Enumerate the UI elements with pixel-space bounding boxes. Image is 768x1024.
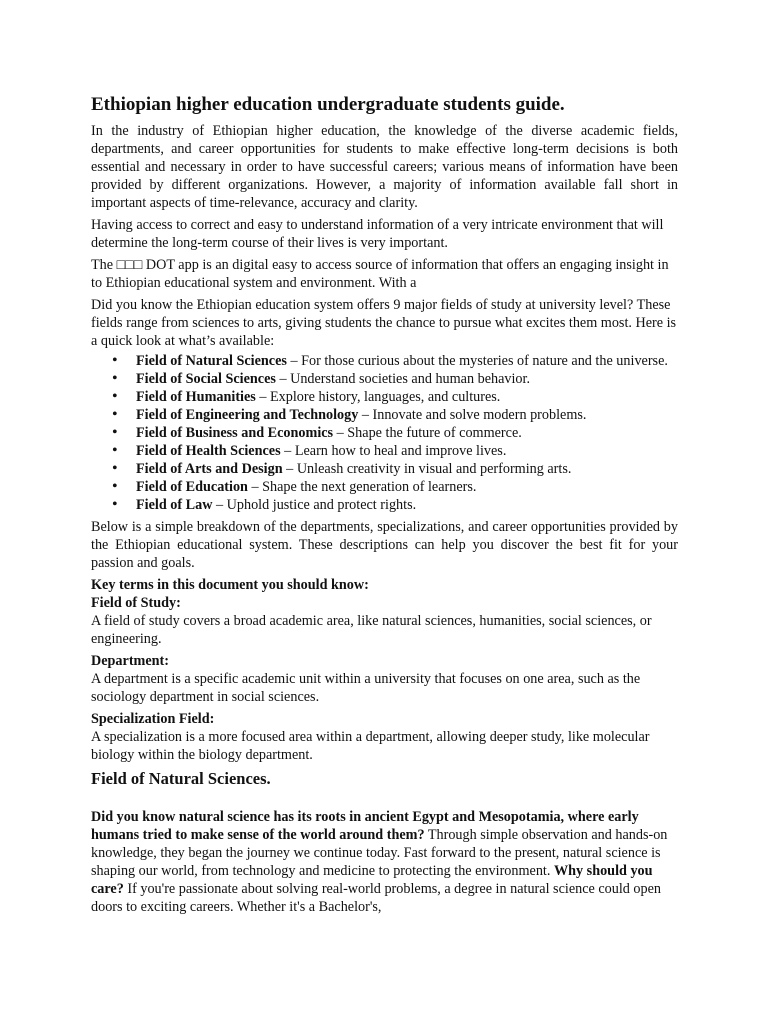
term-title: Specialization Field: bbox=[91, 711, 215, 727]
field-desc: – For those curious about the mysteries of nature and the universe. bbox=[286, 353, 668, 369]
list-item bbox=[136, 496, 678, 514]
intro-paragraph-2: Having access to correct and easy to understand information of a very intricate environment that will determine the long-term course of their lives is very important. bbox=[91, 217, 664, 251]
list-item bbox=[136, 388, 678, 406]
list-item bbox=[136, 478, 678, 496]
field-name: Field of Engineering and Technology bbox=[136, 407, 359, 423]
term-title: Field of Study: bbox=[91, 595, 181, 611]
body-text: Through simple observation and hands-on knowledge, they began the journey we continue today. Fast forward to the present, natural science is shaping our world, from technology and medicine to protecting the environment. bbox=[91, 827, 668, 879]
list-item bbox=[136, 406, 678, 424]
list-item bbox=[136, 370, 678, 388]
field-desc: – Understand societies and human behavior. bbox=[275, 371, 531, 387]
list-item bbox=[136, 352, 678, 370]
question-highlight: Why should you care? bbox=[91, 863, 653, 897]
intro-paragraph-1: In the industry of Ethiopian higher education, the knowledge of the diverse academic fields, departments, and career opportunities for students to make effective long-term decisions is both essential and necessary in order to have successful careers; various means of information have been provided by different organizations. However, a majority of information available fall short in important aspects of time-relevance, accuracy and clarity. bbox=[91, 123, 678, 211]
list-item bbox=[136, 424, 678, 442]
field-name: Field of Law bbox=[136, 497, 213, 513]
field-desc: – Shape the next generation of learners. bbox=[247, 479, 477, 495]
document-title: Ethiopian higher education undergraduate students guide. bbox=[91, 94, 565, 115]
term-title: Department: bbox=[91, 653, 170, 669]
key-terms-heading: Key terms in this document you should know: bbox=[91, 577, 369, 593]
breakdown-paragraph: Below is a simple breakdown of the departments, specializations, and career opportunities provided by the Ethiopian educational system. These descriptions can help you discover the best fit for your passion and goals. bbox=[91, 519, 678, 571]
field-name: Field of Humanities bbox=[136, 389, 256, 405]
field-name: Field of Business and Economics bbox=[136, 425, 334, 441]
fields-list bbox=[91, 352, 678, 514]
field-desc: – Learn how to heal and improve lives. bbox=[280, 443, 507, 459]
field-desc: – Uphold justice and protect rights. bbox=[212, 497, 417, 513]
section-heading: Field of Natural Sciences. bbox=[91, 769, 271, 788]
document-page bbox=[91, 92, 678, 920]
field-name: Field of Natural Sciences bbox=[136, 353, 287, 369]
list-item bbox=[136, 460, 678, 478]
term-definition: A specialization is a more focused area within a department, allowing deeper study, like molecular biology within the biology department. bbox=[91, 729, 650, 763]
field-desc: – Unleash creativity in visual and performing arts. bbox=[282, 461, 572, 477]
field-name: Field of Arts and Design bbox=[136, 461, 283, 477]
term-definition: A department is a specific academic unit within a university that focuses on one area, such as the sociology department in social sciences. bbox=[91, 671, 641, 705]
field-name: Field of Social Sciences bbox=[136, 371, 276, 387]
list-item bbox=[136, 442, 678, 460]
intro-paragraph-4: Did you know the Ethiopian education system offers 9 major fields of study at university level? These fields range from sciences to arts, giving students the chance to pursue what excites them most. Here is a quick look at what’s available: bbox=[91, 297, 677, 349]
question-highlight: Did you know natural science has its roots in ancient Egypt and Mesopotamia, where early humans tried to make sense of the world around them? bbox=[91, 809, 639, 843]
term-definition: A field of study covers a broad academic area, like natural sciences, humanities, social sciences, or engineering. bbox=[91, 613, 652, 647]
intro-paragraph-3: The □□□ DOT app is an digital easy to access source of information that offers an engaging insight in to Ethiopian educational system and environment. With a bbox=[91, 257, 669, 291]
field-desc: – Innovate and solve modern problems. bbox=[358, 407, 587, 423]
field-desc: – Explore history, languages, and cultures. bbox=[255, 389, 501, 405]
field-name: Field of Health Sciences bbox=[136, 443, 281, 459]
field-name: Field of Education bbox=[136, 479, 248, 495]
body-text: If you're passionate about solving real-world problems, a degree in natural science could open doors to exciting careers. Whether it's a Bachelor's, bbox=[91, 881, 661, 915]
natural-sciences-paragraph bbox=[91, 808, 678, 916]
field-desc: – Shape the future of commerce. bbox=[333, 425, 522, 441]
